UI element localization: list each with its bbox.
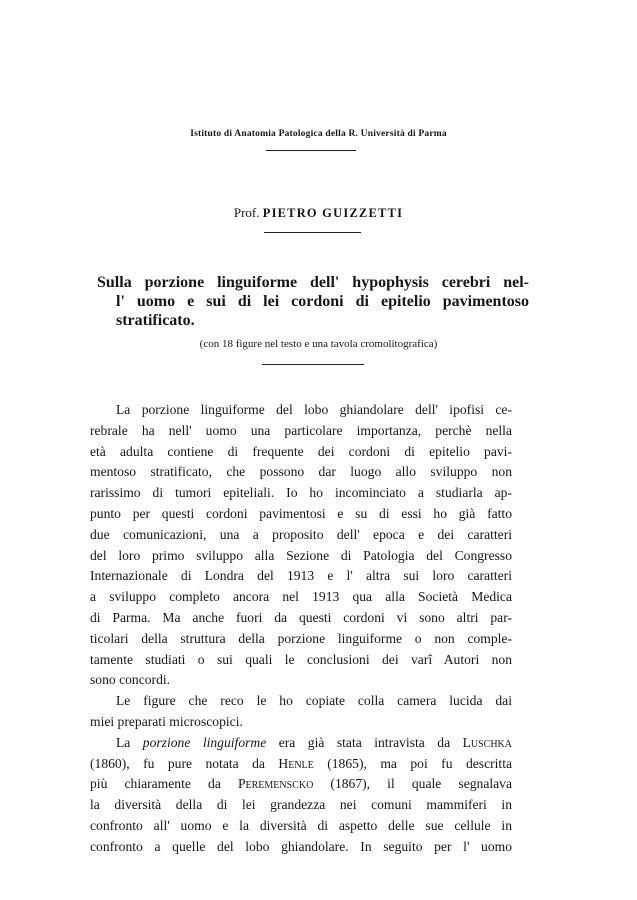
body-text-run: (1860), fu pure notata da (90, 755, 279, 771)
institute-header: Istituto di Anatomia Patologica della R. Università di Parma (190, 129, 447, 139)
body-line: ticolari della struttura della porzione linguiforme o non comple- (90, 630, 512, 646)
body-line: di Parma. Ma anche fuori da questi cordoni vi sono altri par- (90, 609, 512, 625)
body-line: mentoso stratificato, che possono dar luogo allo sviluppo non (90, 464, 512, 480)
body-text-run: era già stata intravista da (266, 734, 463, 750)
paper-subtitle: (con 18 figure nel testo e una tavola cromolitografica) (199, 338, 438, 350)
italic-term: porzione linguiforme (142, 734, 267, 750)
title-line-2: l' uomo e sui di lei cordoni di epitelio pavimentoso (116, 293, 529, 310)
title-divider (262, 364, 364, 365)
paragraph-1 (90, 400, 512, 691)
author-name: PIETRO GUIZZETTI (262, 206, 404, 220)
body-text (90, 400, 512, 858)
body-line: miei preparati microscopici. (90, 713, 243, 729)
body-line: confronto a quelle del lobo ghiandolare. In seguito per l' uomo (90, 838, 512, 854)
body-line: La porzione linguiforme del lobo ghiandolare dell' ipofisi ce- (116, 402, 512, 417)
body-line: la diversità della di lei grandezza nei comuni mammiferi in (90, 797, 512, 813)
author-divider (264, 232, 361, 233)
body-line: età adulta contiene di frequente dei cordoni di epitelio pavi- (90, 443, 512, 459)
body-line: sono concordi. (90, 672, 171, 688)
body-line: confronto all' uomo e la diversità di aspetto delle sue cellule in (90, 817, 512, 833)
body-line (90, 754, 512, 775)
body-line (90, 774, 512, 795)
body-text-run: più chiaramente da (90, 776, 238, 792)
body-line: a sviluppo completo ancora nel 1913 qua alla Società Medica (90, 589, 512, 605)
cited-author: Peremenscko (237, 776, 314, 792)
body-line: Le figure che reco le ho copiate colla camera lucida dai (116, 693, 512, 709)
body-text-run: (1865), ma poi fu descritta (313, 755, 512, 771)
paragraph-2 (90, 691, 512, 733)
body-line: del loro primo sviluppo alla Sezione di Patologia del Congresso (90, 547, 512, 563)
author-line (0, 205, 637, 221)
body-text-run: La (116, 734, 143, 750)
title-line-1: Sulla porzione linguiforme dell' hypophysis cerebri nel- (97, 274, 529, 291)
body-line (90, 733, 512, 754)
header-divider (266, 150, 356, 151)
cited-author: Henle (278, 755, 314, 771)
body-line: tamente studiati o sui quali le conclusioni dei varî Autori non (90, 651, 512, 667)
body-line: rarissimo di tumori epiteliali. Io ho incominciato a studiarla ap- (90, 485, 512, 501)
title-line-3: stratificato. (116, 312, 195, 329)
body-line: Internazionale di Londra del 1913 e l' altra sui loro caratteri (90, 568, 512, 584)
paper-title (97, 273, 529, 330)
author-prefix: Prof. (233, 205, 260, 220)
body-line: rebrale ha nell' uomo una particolare importanza, perchè nella (90, 422, 512, 438)
cited-author: Luschka (462, 734, 512, 750)
paragraph-3 (90, 733, 512, 858)
body-text-run: (1867), il quale segnalava (313, 776, 512, 792)
body-line: due comunicazioni, una a proposito dell' epoca e dei caratteri (90, 526, 512, 542)
body-line: punto per questi cordoni pavimentosi e su di essi ho già fatto (90, 505, 512, 521)
